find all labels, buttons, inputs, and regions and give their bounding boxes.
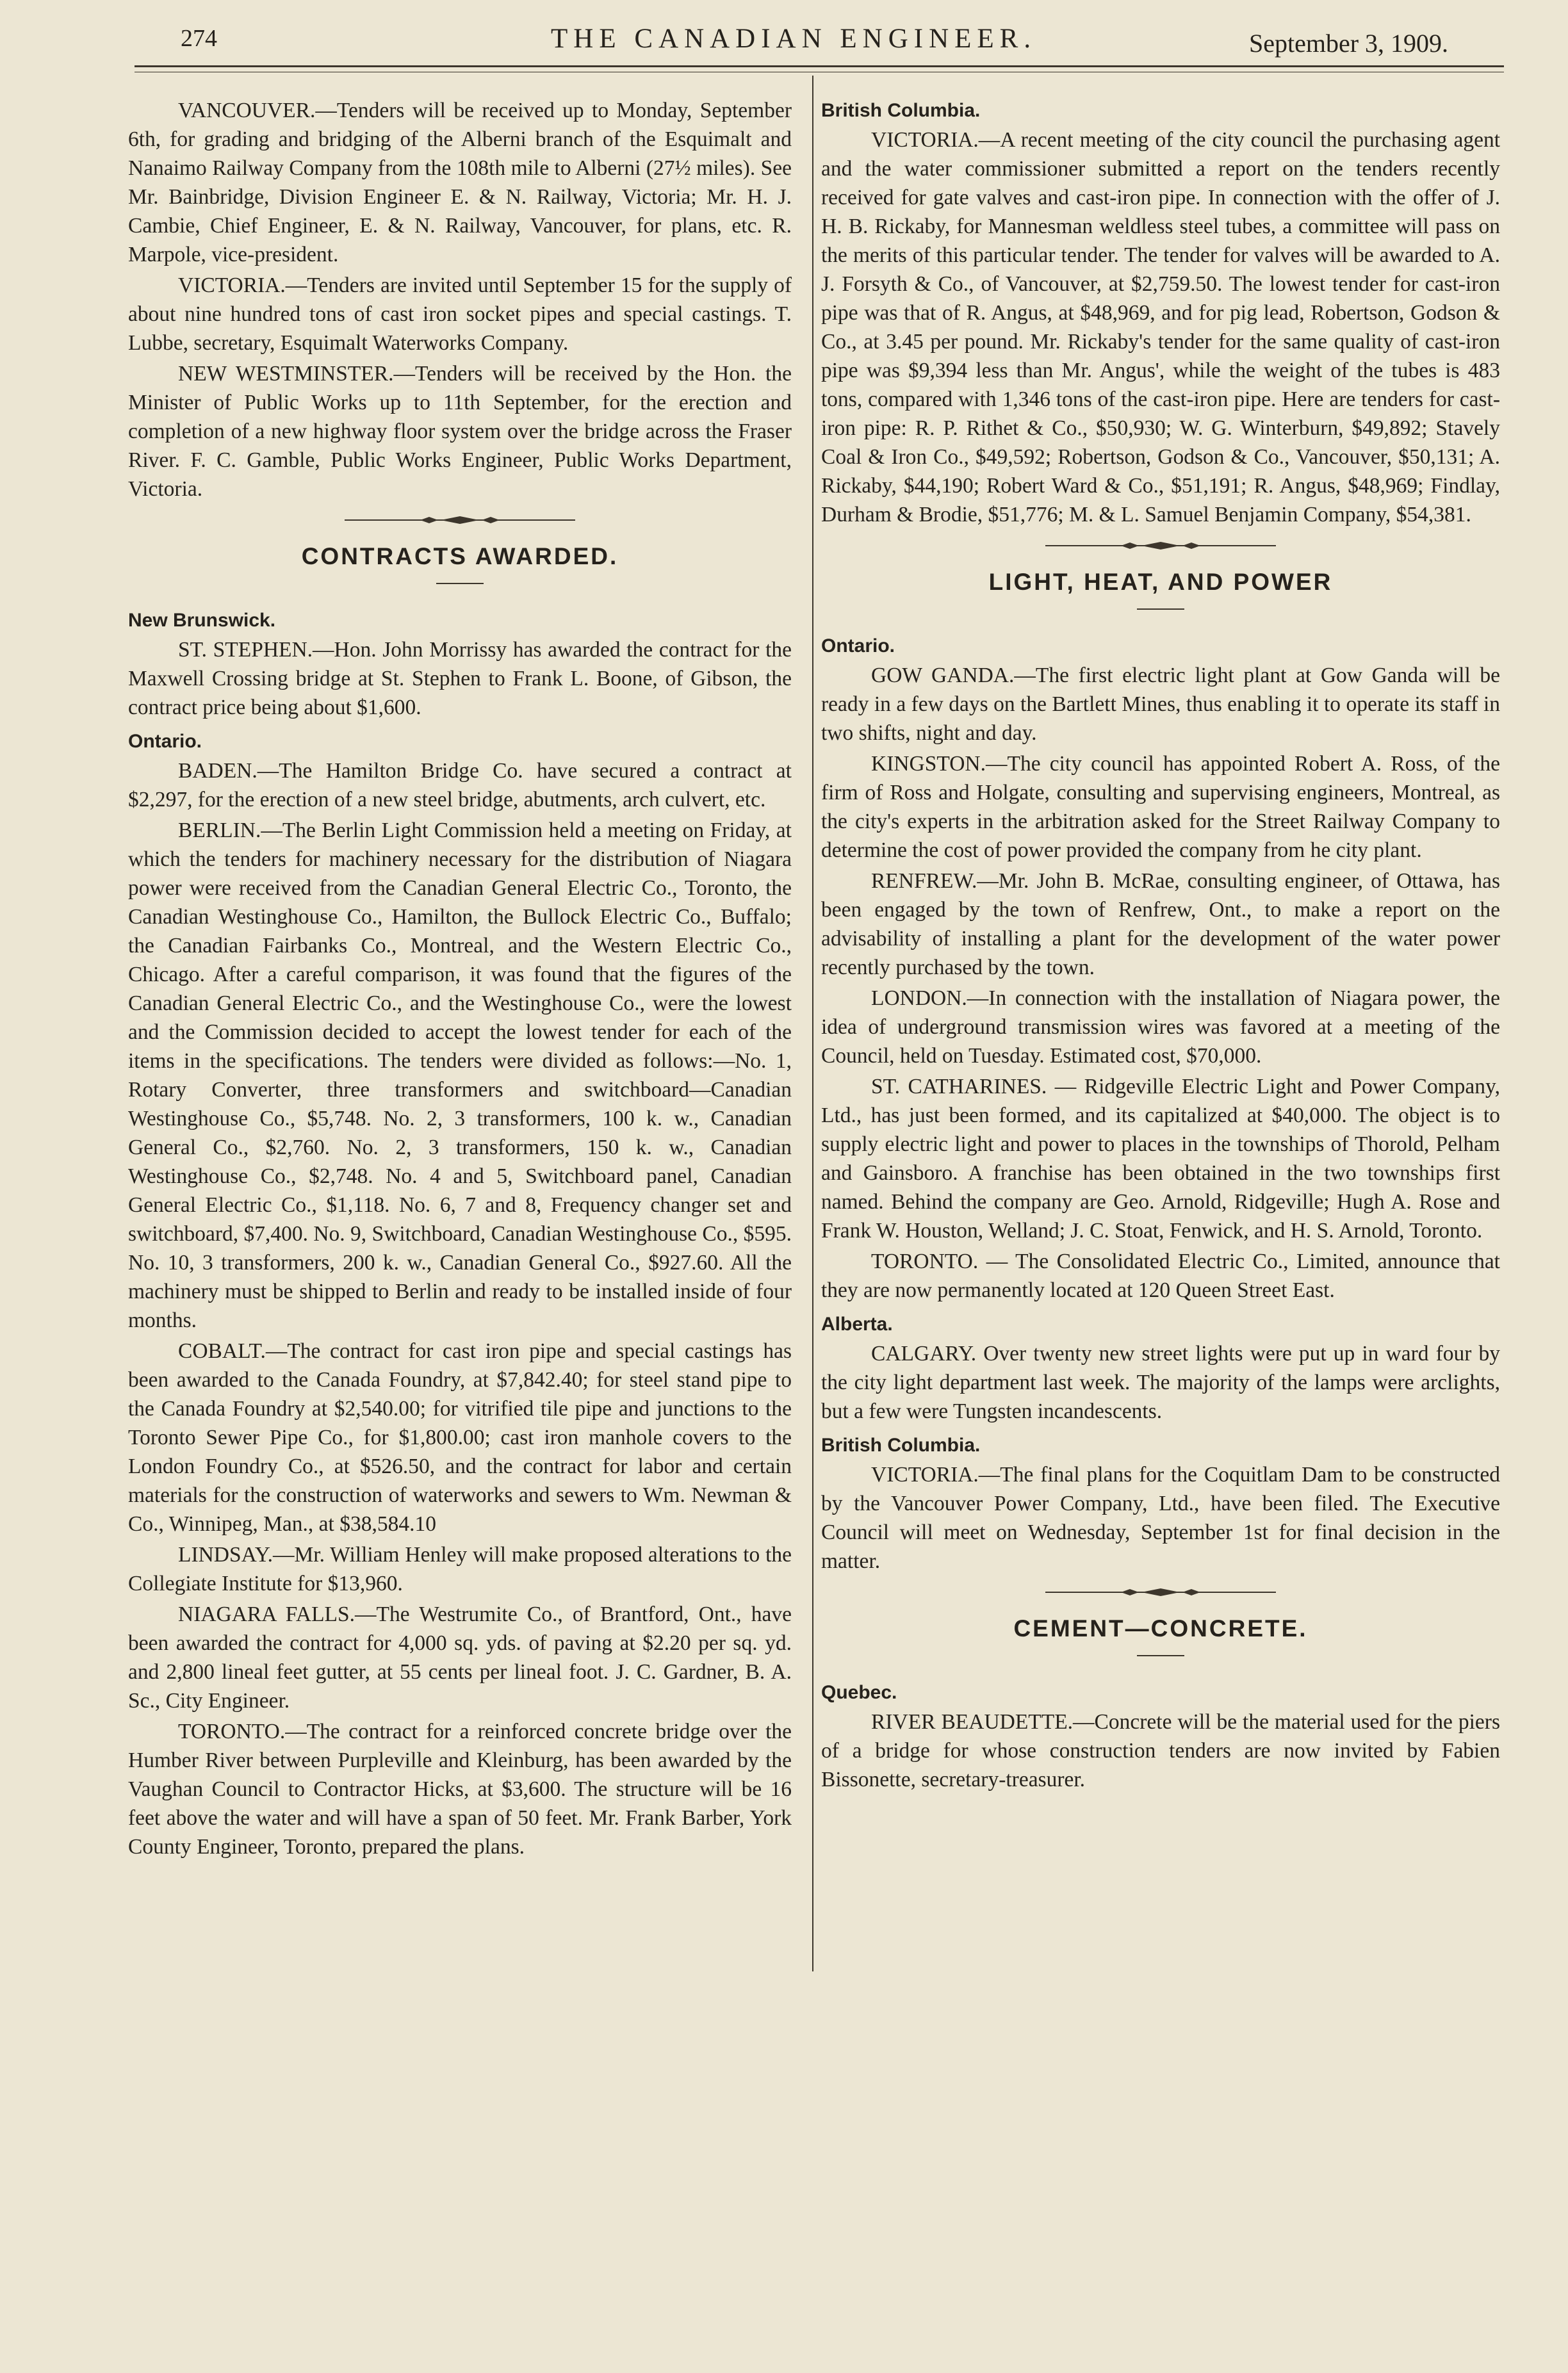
- light-heat-power-heading: LIGHT, HEAT, AND POWER: [988, 569, 1333, 595]
- column-divider: [812, 76, 813, 1971]
- right-column: [821, 96, 1500, 1796]
- tender-vancouver: VANCOUVER.—Tenders will be received up to Monday, September 6th, for grading and bridging of the Alberni branch of the Esquimalt and Nanaimo Railway Company from the 108th mile to Alberni (27½ miles). See Mr. Bainbridge, Division Engineer E. & N. Railway, Victoria; Mr. H. J. Cambie, Chief Engineer, E. & N. Railway, Vancouver, for plans, etc. R. Marpole, vice-president.: [128, 99, 792, 266]
- running-header: [0, 23, 1568, 68]
- item-victoria-pipe: VICTORIA.—A recent meeting of the city council the purchasing agent and the water commissioner submitted a report on the tenders recently received for gate valves and cast-iron pipe. In connection with the offer of J. H. B. Rickaby, for Mannesman weldless steel tubes, a committee will pass on the merits of this particular tender. The tender for valves will be awarded to A. J. Forsyth & Co., of Vancouver, at $2,759.50. The lowest tender for cast-iron pipe was that of R. Angus, at $48,969, and for pig lead, Robertson, Godson & Co., at 3.45 per pound. Mr. Rickaby's tender for the same quality of cast-iron pipe was $9,394 less than Mr. Angus', while the weight of the tubes is 483 tons, compared with 1,346 tons of the cast-iron pipe. Here are tenders for cast-iron pipe: R. P. Rithet & Co., $50,930; W. G. Winterburn, $49,892; Stavely Coal & Iron Co., $49,592; Robertson, Godson & Co., Vancouver, $50,131; A. Rickaby, $44,190; Robert Ward & Co., $51,191; R. Angus, $48,969; Findlay, Durham & Brodie, $51,776; M. & L. Samuel Benjamin Company, $54,381.: [821, 128, 1500, 526]
- journal-title: THE CANADIAN ENGINEER.: [551, 24, 1037, 54]
- item-calgary: CALGARY. Over twenty new street lights were put up in ward four by the city light department last week. The majority of the lamps were arclights, but a few were Tungsten incandescents.: [821, 1342, 1500, 1423]
- subhead-quebec: Quebec.: [821, 1682, 897, 1703]
- item-cobalt: COBALT.—The contract for cast iron pipe and special castings has been awarded to the Canada Foundry, at $7,842.40; for steel stand pipe to the Canada Foundry at $2,540.00; for vitrified tile pipe and junctions to the Toronto Sewer Pipe Co., for $1,800.00; cast iron manhole covers to the London Foundry Co., at $526.50, and the contract for labor and certain materials for the construction of waterworks and sewers to Wm. Newman & Co., Winnipeg, Man., at $38,584.10: [128, 1339, 792, 1536]
- heading-underline: [1137, 1655, 1184, 1656]
- page-number: 274: [181, 25, 217, 52]
- subhead-ontario: Ontario.: [821, 635, 895, 656]
- issue-date: September 3, 1909.: [1249, 29, 1449, 58]
- subhead-british-columbia: British Columbia.: [821, 100, 981, 121]
- subhead-british-columbia: British Columbia.: [821, 1435, 981, 1456]
- item-kingston: KINGSTON.—The city council has appointed Robert A. Ross, of the firm of Ross and Holgate, consulting and supervising engineers, Montreal, as the city's experts in the arbitration asked for the Street Railway Company to determine the cost of power provided the company from he city plant.: [821, 752, 1500, 862]
- item-toronto-electric: TORONTO. — The Consolidated Electric Co., Limited, announce that they are now permanently located at 120 Queen Street East.: [821, 1250, 1500, 1302]
- tender-new-westminster: NEW WESTMINSTER.—Tenders will be received by the Hon. the Minister of Public Works up to 11th September, for the erection and completion of a new highway floor system over the bridge across the Fraser River. F. C. Gamble, Public Works Engineer, Public Works Department, Victoria.: [128, 362, 792, 501]
- item-victoria-dam: VICTORIA.—The final plans for the Coquitlam Dam to be constructed by the Vancouver Power Company, Ltd., have been filed. The Executive Council will meet on Wednesday, September 1st for final decision in the matter.: [821, 1463, 1500, 1573]
- item-london: LONDON.—In connection with the installation of Niagara power, the idea of underground transmission wires was favored at a meeting of the Council, held on Tuesday. Estimated cost, $70,000.: [821, 986, 1500, 1068]
- item-renfrew: RENFREW.—Mr. John B. McRae, consulting engineer, of Ottawa, has been engaged by the town of Renfrew, Ont., to make a report on the advisability of installing a plant for the development of the water power recently purchased by the town.: [821, 869, 1500, 979]
- left-column: [128, 96, 792, 1863]
- item-gow-ganda: GOW GANDA.—The first electric light plant at Gow Ganda will be ready in a few days on the Bartlett Mines, thus enabling it to operate its staff in two shifts, night and day.: [821, 664, 1500, 745]
- subhead-alberta: Alberta.: [821, 1314, 893, 1335]
- ornament-divider: [1045, 1588, 1276, 1596]
- item-st-catharines: ST. CATHARINES. — Ridgeville Electric Light and Power Company, Ltd., has just been formed, and its capitalized at $40,000. The object is to supply electric light and power to places in the townships of Thorold, Pelham and Gainsboro. A franchise has been obtained in the two townships first named. Behind the company are Geo. Arnold, Ridgeville; Hugh A. Rose and Frank W. Houston, Welland; J. C. Stoat, Fenwick, and H. S. Arnold, Toronto.: [821, 1075, 1500, 1243]
- tender-victoria: VICTORIA.—Tenders are invited until September 15 for the supply of about nine hundred tons of cast iron socket pipes and special castings. T. Lubbe, secretary, Esquimalt Waterworks Company.: [128, 273, 792, 355]
- heading-underline: [436, 583, 484, 584]
- item-baden: BADEN.—The Hamilton Bridge Co. have secured a contract at $2,297, for the erection of a new steel bridge, abutments, arch culvert, etc.: [128, 759, 792, 811]
- item-niagara-falls: NIAGARA FALLS.—The Westrumite Co., of Brantford, Ont., have been awarded the contract for 4,000 sq. yds. of paving at $2.20 per sq. yd. and 2,800 lineal feet gutter, at 55 cents per lineal foot. J. C. Gardner, B. A. Sc., City Engineer.: [128, 1602, 792, 1713]
- ornament-divider: [1045, 542, 1276, 550]
- item-river-beaudette: RIVER BEAUDETTE.—Concrete will be the material used for the piers of a bridge for whose construction tenders are now invited by Fabien Bissonette, secretary-treasurer.: [821, 1710, 1500, 1791]
- item-berlin: BERLIN.—The Berlin Light Commission held a meeting on Friday, at which the tenders for machinery necessary for the distribution of Niagara power were received from the Canadian General Electric Co., Toronto, the Canadian Westinghouse Co., Hamilton, the Bullock Electric Co., Buffalo; the Canadian Fairbanks Co., Montreal, and the Western Electric Co., Chicago. After a careful comparison, it was found that the figures of the Canadian General Electric Co., and the Westinghouse Co., were the lowest and the Commission decided to accept the lowest tender for each of the items in the specifications. The tenders were divided as follows:—No. 1, Rotary Converter, three transformers and switchboard—Canadian Westinghouse Co., $5,748. No. 2, 3 transformers, 100 k. w., Canadian General Co., $2,760. No. 2, 3 transformers, 150 k. w., Canadian Westinghouse Co., $2,748. No. 4 and 5, Switchboard panel, Canadian General Electric Co., $1,118. No. 6, 7 and 8, Frequency changer set and switchboard, $7,400. No. 9, Switchboard, Canadian Westinghouse Co., $595. No. 10, 3 transformers, 200 k. w., Canadian General Co., $927.60. All the machinery must be shipped to Berlin and ready to be installed inside of four months.: [128, 819, 792, 1332]
- contracts-awarded-heading: CONTRACTS AWARDED.: [301, 543, 619, 569]
- item-toronto: TORONTO.—The contract for a reinforced concrete bridge over the Humber River between Purpleville and Kleinburg, has been awarded by the Vaughan Council to Contractor Hicks, at $3,600. The structure will be 16 feet above the water and will have a span of 50 feet. Mr. Frank Barber, York County Engineer, Toronto, prepared the plans.: [128, 1720, 792, 1859]
- header-rule-thick: [135, 65, 1504, 67]
- heading-underline: [1137, 608, 1184, 610]
- ornament-divider: [345, 516, 575, 524]
- item-lindsay: LINDSAY.—Mr. William Henley will make proposed alterations to the Collegiate Institute for $13,960.: [128, 1543, 792, 1595]
- cement-concrete-heading: CEMENT—CONCRETE.: [1013, 1615, 1308, 1642]
- subhead-new-brunswick: New Brunswick.: [128, 610, 276, 631]
- item-st-stephen: ST. STEPHEN.—Hon. John Morrissy has awarded the contract for the Maxwell Crossing bridge at St. Stephen to Frank L. Boone, of Gibson, the contract price being about $1,600.: [128, 638, 792, 719]
- subhead-ontario: Ontario.: [128, 731, 202, 752]
